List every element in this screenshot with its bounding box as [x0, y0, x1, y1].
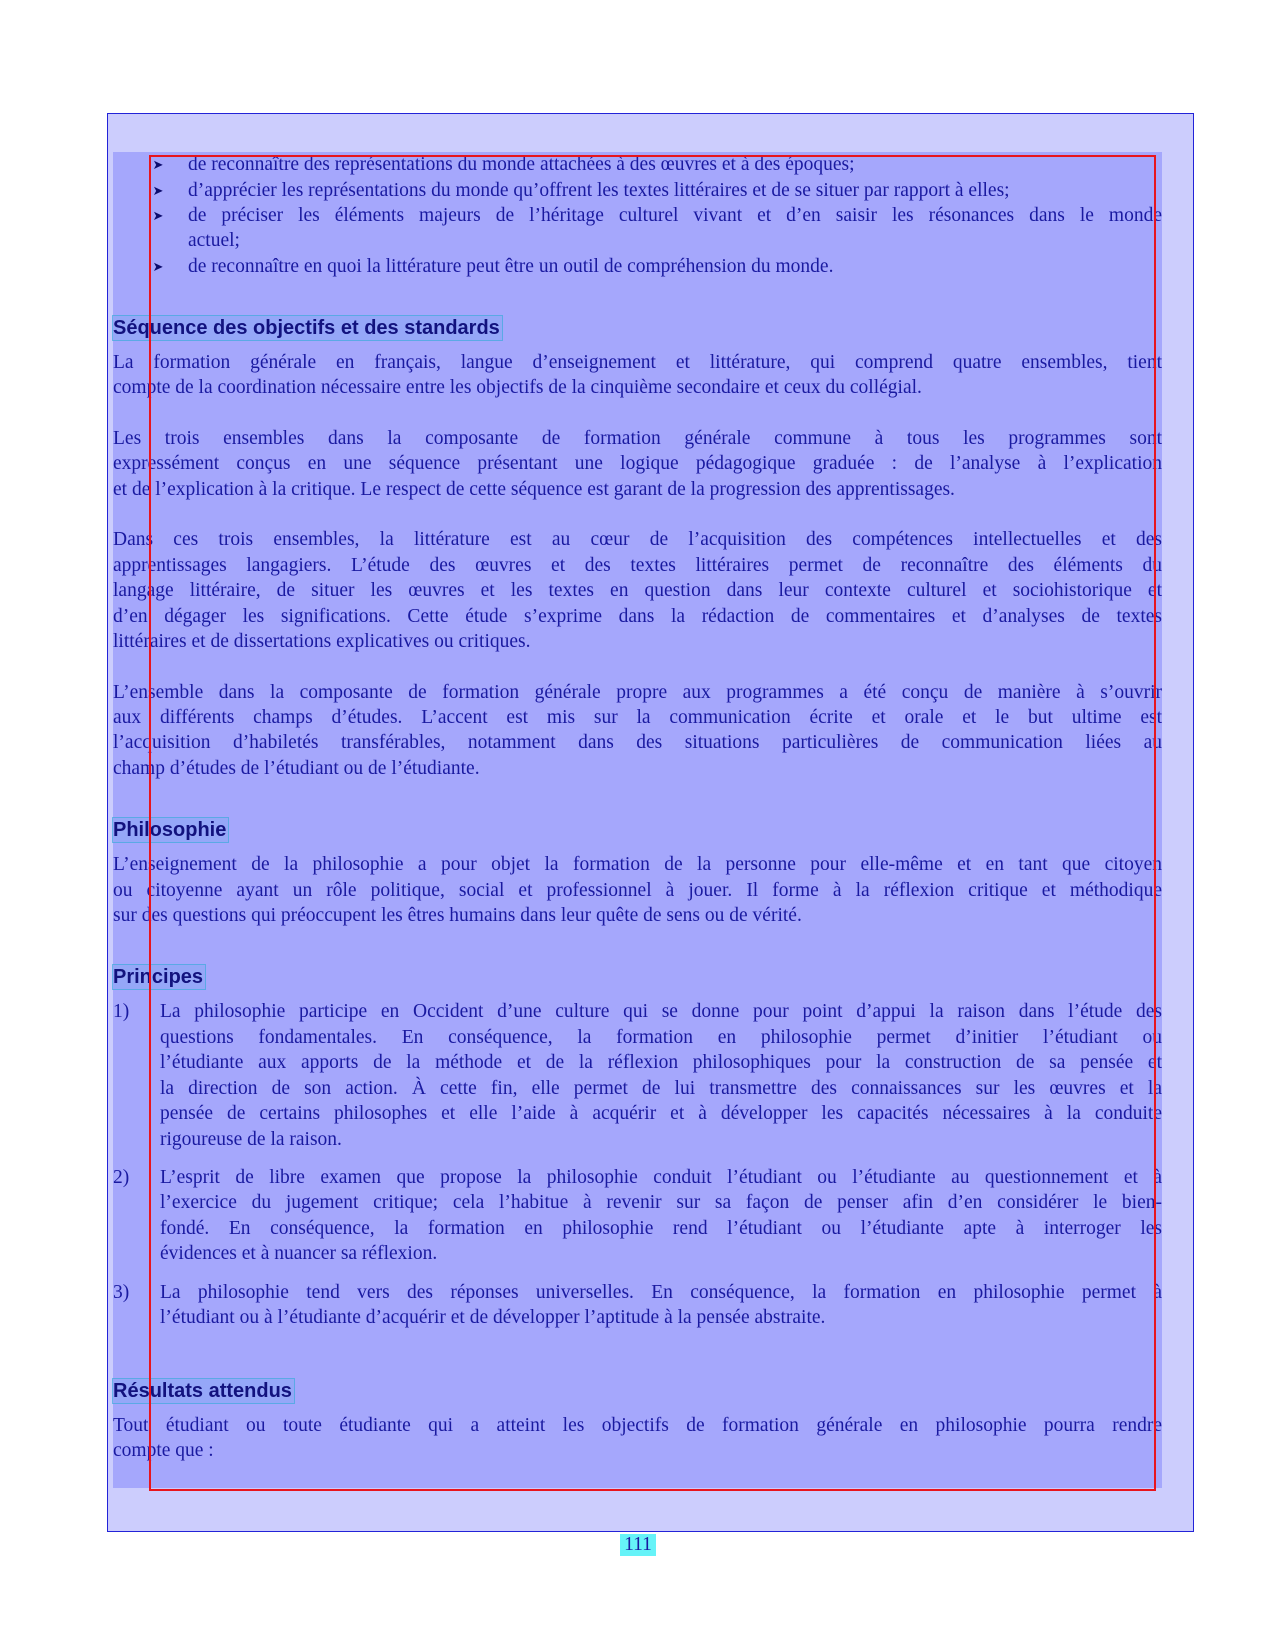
paragraph-line: compte que :	[113, 1440, 214, 1461]
paragraph-line: d’en dégager les significations. Cette étude s’exprime dans la rédaction de commentaires et d’analyses de textes	[113, 606, 1162, 627]
page-number: 111	[620, 1534, 656, 1556]
list-item-text: actuel;	[188, 230, 240, 251]
arrow-bullet-icon: ➤	[152, 183, 164, 198]
numbered-item-line: l’étudiante aux apports de la méthode et de la réflexion philosophiques pour la construction de sa pensée et	[160, 1052, 1162, 1073]
list-item-text: de reconnaître des représentations du monde attachées à des œuvres et à des époques;	[188, 154, 855, 175]
paragraph-line: apprentissages langagiers. L’étude des œuvres et des textes littéraires permet de reconnaître des éléments du	[113, 555, 1162, 576]
paragraph-line: L’enseignement de la philosophie a pour objet la formation de la personne pour elle-même et en tant que citoyen	[113, 854, 1162, 875]
paragraph-line: compte de la coordination nécessaire entre les objectifs de la cinquième secondaire et ceux du collégial.	[113, 377, 922, 398]
paragraph-line: l’acquisition d’habiletés transférables, notamment dans des situations particulières de communication liées au	[113, 732, 1162, 753]
paragraph-line: sur des questions qui préoccupent les êtres humains dans leur quête de sens ou de vérité.	[113, 905, 802, 926]
section-heading: Philosophie	[113, 819, 227, 841]
paragraph-line: La formation générale en français, langue d’enseignement et littérature, qui comprend quatre ensembles, tient	[113, 352, 1162, 373]
paragraph-line: Tout étudiant ou toute étudiante qui a atteint les objectifs de formation générale en philosophie pourra rendre	[113, 1415, 1162, 1436]
paragraph-line: expressément conçus en une séquence présentant une logique pédagogique graduée : de l’analyse à l’explication	[113, 453, 1162, 474]
numbered-item-line: La philosophie tend vers des réponses universelles. En conséquence, la formation en philosophie permet à	[160, 1282, 1162, 1303]
section-heading: Résultats attendus	[113, 1380, 292, 1402]
paragraph-line: langage littéraire, de situer les œuvres et les textes en question dans leur contexte culturel et sociohistorique et	[113, 580, 1162, 601]
paragraph-line: L’ensemble dans la composante de formation générale propre aux programmes a été conçu de manière à s’ouvrir	[113, 682, 1162, 703]
section-heading: Séquence des objectifs et des standards	[113, 317, 500, 339]
numbered-item-line: l’exercice du jugement critique; cela l’habitue à revenir sur sa façon de penser afin d’en considérer le bien-	[160, 1192, 1162, 1213]
numbered-item-line: L’esprit de libre examen que propose la philosophie conduit l’étudiant ou l’étudiante au questionnement et à	[160, 1167, 1162, 1188]
item-number: 1)	[113, 1001, 130, 1022]
paragraph-line: aux différents champs d’études. L’accent est mis sur la communication écrite et orale et le but ultime est	[113, 707, 1162, 728]
numbered-item-line: fondé. En conséquence, la formation en philosophie rend l’étudiant ou l’étudiante apte à interroger les	[160, 1218, 1162, 1239]
arrow-bullet-icon: ➤	[152, 157, 164, 172]
list-item-text: d’apprécier les représentations du monde qu’offrent les textes littéraires et de se situer par rapport à elles;	[188, 180, 1010, 201]
paragraph-line: ou citoyenne ayant un rôle politique, social et professionnel à jouer. Il forme à la réflexion critique et méthodique	[113, 880, 1162, 901]
section-heading: Principes	[113, 966, 204, 988]
item-number: 2)	[113, 1167, 130, 1188]
list-item-text: de préciser les éléments majeurs de l’héritage culturel vivant et d’en saisir les résonances dans le monde	[188, 205, 1162, 226]
paragraph-line: littéraires et de dissertations explicatives ou critiques.	[113, 631, 531, 652]
paragraph-line: champ d’études de l’étudiant ou de l’étudiante.	[113, 758, 480, 779]
paragraph-line: Les trois ensembles dans la composante de formation générale commune à tous les programmes sont	[113, 428, 1162, 449]
numbered-item-line: pensée de certains philosophes et elle l’aide à acquérir et à développer les capacités nécessaires à la conduite	[160, 1103, 1162, 1124]
numbered-item-line: questions fondamentales. En conséquence, la formation en philosophie permet d’initier l’étudiant ou	[160, 1027, 1162, 1048]
arrow-bullet-icon: ➤	[152, 208, 164, 223]
numbered-item-line: évidences et à nuancer sa réflexion.	[160, 1243, 438, 1264]
numbered-item-line: La philosophie participe en Occident d’une culture qui se donne pour point d’appui la raison dans l’étude des	[160, 1001, 1162, 1022]
highlight-box	[149, 155, 1156, 1491]
numbered-item-line: la direction de son action. À cette fin, elle permet de lui transmettre des connaissances sur les œuvres et la	[160, 1078, 1162, 1099]
list-item-text: de reconnaître en quoi la littérature peut être un outil de compréhension du monde.	[188, 256, 834, 277]
arrow-bullet-icon: ➤	[152, 259, 164, 274]
paragraph-line: Dans ces trois ensembles, la littérature est au cœur de l’acquisition des compétences intellectuelles et des	[113, 529, 1162, 550]
numbered-item-line: l’étudiant ou à l’étudiante d’acquérir et de développer l’aptitude à la pensée abstraite.	[160, 1307, 826, 1328]
item-number: 3)	[113, 1282, 130, 1303]
paragraph-line: et de l’explication à la critique. Le respect de cette séquence est garant de la progression des apprentissages.	[113, 479, 955, 500]
numbered-item-line: rigoureuse de la raison.	[160, 1129, 342, 1150]
